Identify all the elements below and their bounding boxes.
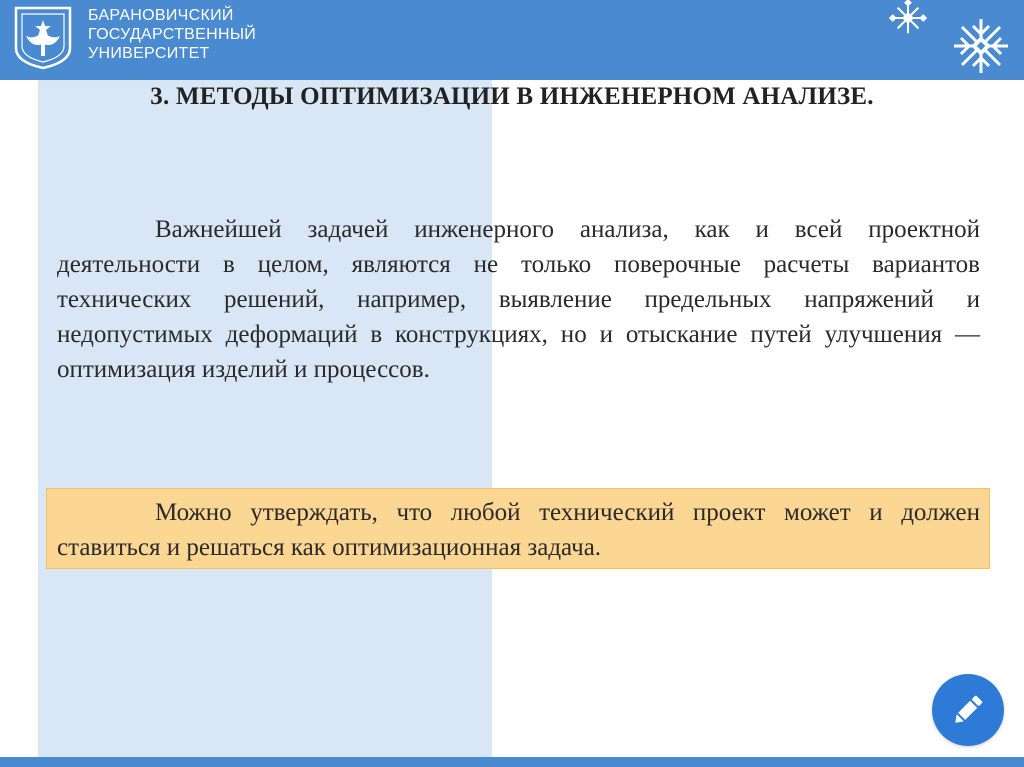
edit-button[interactable]	[932, 674, 1004, 746]
footer-bar	[0, 757, 1024, 767]
highlight-text: Можно утверждать, что любой технический проект может и должен ставиться и решаться как оптимизационная задача.	[57, 499, 980, 561]
decorative-band	[38, 80, 492, 757]
university-name: БАРАНОВИЧСКИЙ ГОСУДАРСТВЕННЫЙ УНИВЕРСИТЕТ	[88, 7, 257, 62]
slide-paragraph: Важнейшей задачей инженерного анализа, как и всей проектной деятельности в целом, являются не только поверочные расчеты вариантов технических решений, например, выявление предельных напряжений и недопустимых деформаций в конструкциях, но и отыскание путей улучшения — оптимизация изделий и процессов.	[57, 216, 980, 383]
header-bar	[0, 0, 1024, 80]
snowflake-ornament-icon	[950, 16, 1012, 76]
university-crest-icon	[12, 4, 74, 70]
highlight-box	[46, 488, 990, 569]
slide-title: 3. МЕТОДЫ ОПТИМИЗАЦИИ В ИНЖЕНЕРНОМ АНАЛИЗЕ.	[150, 83, 874, 110]
pencil-icon	[948, 690, 988, 730]
snowflake-ornament-icon	[882, 0, 934, 36]
